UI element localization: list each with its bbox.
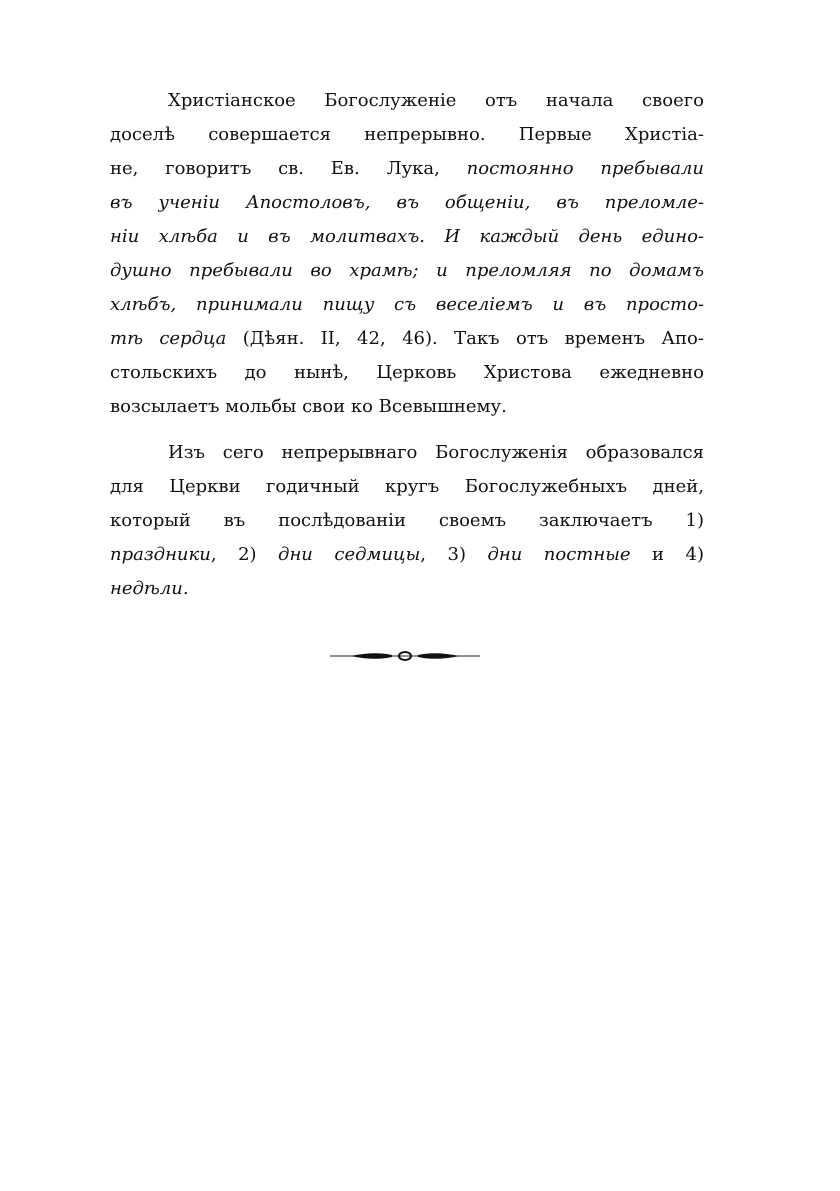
text-block (110, 84, 704, 606)
paragraph-gap (110, 424, 704, 436)
text-line (110, 220, 704, 254)
text-run: не, говоритъ св. Ев. Лука, (110, 158, 467, 179)
text-run-italic: дни седмицы (278, 544, 421, 565)
text-run-italic: праздники (110, 544, 211, 565)
text-run-italic: въ ученіи Апостоловъ, въ общеніи, въ преломле- (110, 192, 704, 213)
text-run-italic: недѣли. (110, 578, 189, 599)
text-run: и 4) (630, 544, 704, 565)
paragraph-1 (110, 84, 704, 424)
ornament-divider-icon (330, 648, 480, 664)
text-line (110, 152, 704, 186)
text-run: возсылаетъ мольбы свои ко Всевышнему. (110, 396, 507, 417)
text-line (110, 470, 704, 504)
text-line (110, 538, 704, 572)
text-line (110, 118, 704, 152)
text-run-italic: душно пребывали во храмѣ; и преломляя по домамъ (110, 260, 704, 281)
text-run-italic: ніи хлѣба и въ молитвахъ. И каждый день едино- (110, 226, 704, 247)
text-line-last (110, 390, 704, 424)
text-line (110, 504, 704, 538)
text-line (110, 254, 704, 288)
text-run-italic: хлѣбъ, принимали пищу съ веселіемъ и въ просто- (110, 294, 704, 315)
text-line (110, 288, 704, 322)
text-run: стольскихъ до нынѣ, Церковь Христова ежедневно (110, 362, 704, 383)
text-line (110, 436, 704, 470)
text-line (110, 186, 704, 220)
text-run: , 3) (420, 544, 488, 565)
text-run: Христіанское Богослуженіе отъ начала своего (168, 90, 704, 111)
text-line (110, 356, 704, 390)
text-run: (Дѣян. II, 42, 46). Такъ отъ временъ Апо- (226, 328, 704, 349)
text-run: который въ послѣдованіи своемъ заключаетъ 1) (110, 510, 704, 531)
text-run-italic: дни постные (487, 544, 631, 565)
text-run-italic: тѣ сердца (110, 328, 227, 349)
text-line (110, 322, 704, 356)
text-run: Изъ сего непрерывнаго Богослуженія образовался (168, 442, 704, 463)
text-run: доселѣ совершается непрерывно. Первые Христіа- (110, 124, 704, 145)
text-line-last (110, 572, 704, 606)
text-line (110, 84, 704, 118)
text-run: , 2) (210, 544, 279, 565)
text-run-italic: постоянно пребывали (466, 158, 704, 179)
paragraph-2 (110, 436, 704, 606)
text-run: для Церкви годичный кругъ Богослужебныхъ дней, (110, 476, 704, 497)
